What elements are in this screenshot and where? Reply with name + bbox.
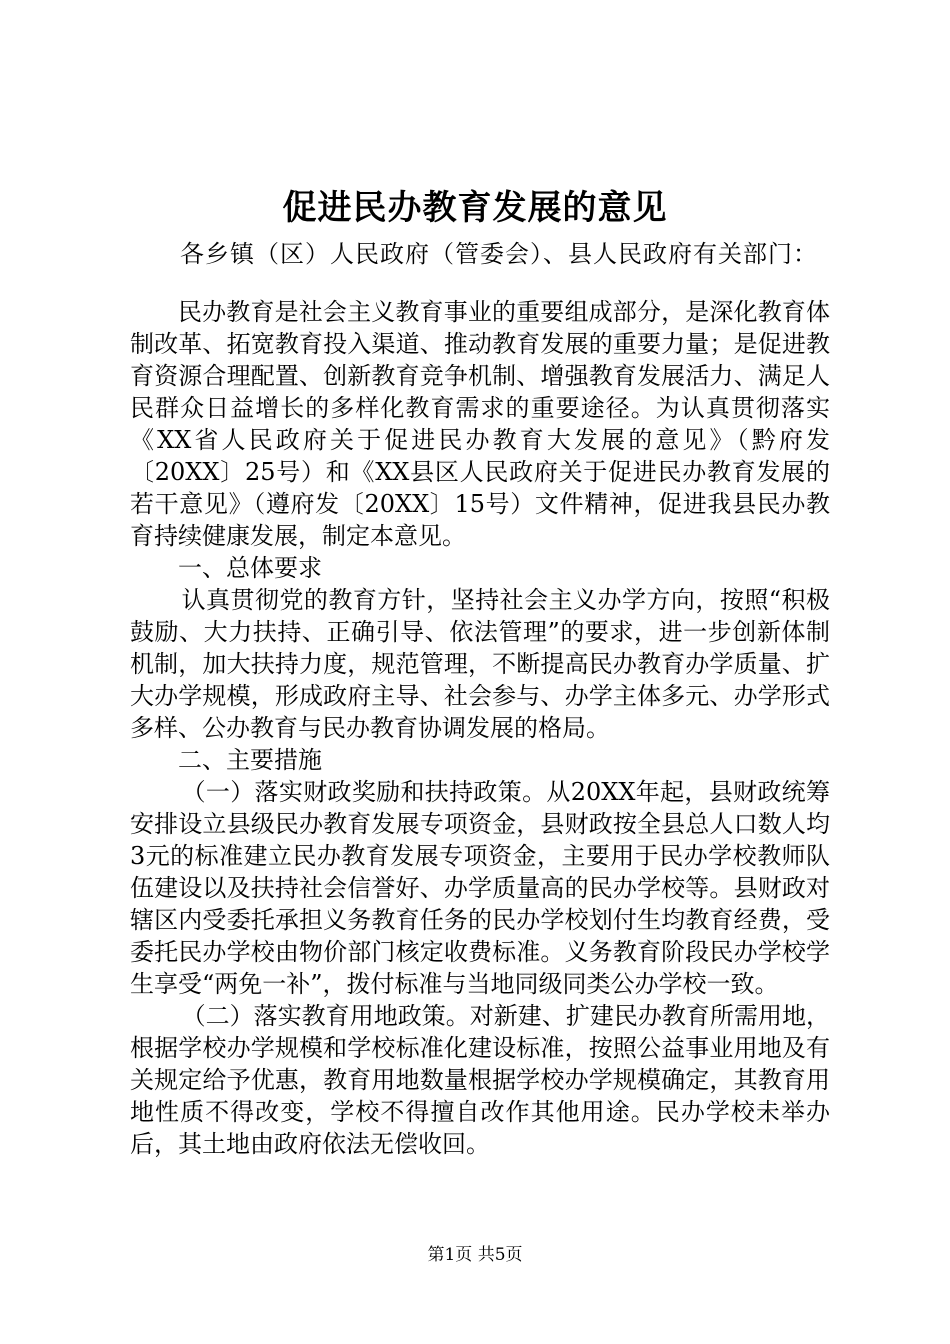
salutation: 各乡镇（区）人民政府（管委会）、县人民政府有关部门： <box>180 240 818 268</box>
document-title: 促进民办教育发展的意见 <box>282 188 668 228</box>
section-heading-main-measures: 二、主要措施 <box>178 746 322 774</box>
page-number-footer: 第1页 共5页 <box>427 1245 523 1265</box>
intro-paragraph: 民办教育是社会主义教育事业的重要组成部分，是深化教育体制改革、拓宽教育投入渠道、推动教育发展的重要力量；是促进教育资源合理配置、创新教育竞争机制、增强教育发展活力、满足人民群众日益增长的多样化教育需求的重要途径。为认真贯彻落实《XX省人民政府关于促进民办教育大发展的意见》（黔府发〔20XX〕25号）和《XX县区人民政府关于促进民办教育发展的若干意见》（遵府发〔20XX〕15号）文件精神，促进我县民办教育持续健康发展，制定本意见。 <box>130 298 830 550</box>
measure-finance-paragraph: （一）落实财政奖励和扶持政策。从20XX年起，县财政统筹安排设立县级民办教育发展专项资金，县财政按全县总人口数人均3元的标准建立民办教育发展专项资金，主要用于民办学校教师队伍建设以及扶持社会信誉好、办学质量高的民办学校等。县财政对辖区内受委托承担义务教育任务的民办学校划付生均教育经费，受委托民办学校由物价部门核定收费标准。义务教育阶段民办学校学生享受“两免一补”，拨付标准与当地同级同类公办学校一致。 <box>130 778 830 998</box>
general-requirements-paragraph: 认真贯彻党的教育方针，坚持社会主义办学方向，按照“积极鼓励、大力扶持、正确引导、依法管理”的要求，进一步创新体制机制，加大扶持力度，规范管理，不断提高民办教育办学质量、扩大办学规模，形成政府主导、社会参与、办学主体多元、办学形式多样、公办教育与民办教育协调发展的格局。 <box>130 586 830 742</box>
document-body <box>130 296 830 1160</box>
section-heading-general-requirements: 一、总体要求 <box>178 554 322 582</box>
measure-land-paragraph: （二）落实教育用地政策。对新建、扩建民办教育所需用地，根据学校办学规模和学校标准化建设标准，按照公益事业用地及有关规定给予优惠，教育用地数量根据学校办学规模确定，其教育用地性质不得改变，学校不得擅自改作其他用途。民办学校未举办后，其土地由政府依法无偿收回。 <box>130 1002 830 1158</box>
